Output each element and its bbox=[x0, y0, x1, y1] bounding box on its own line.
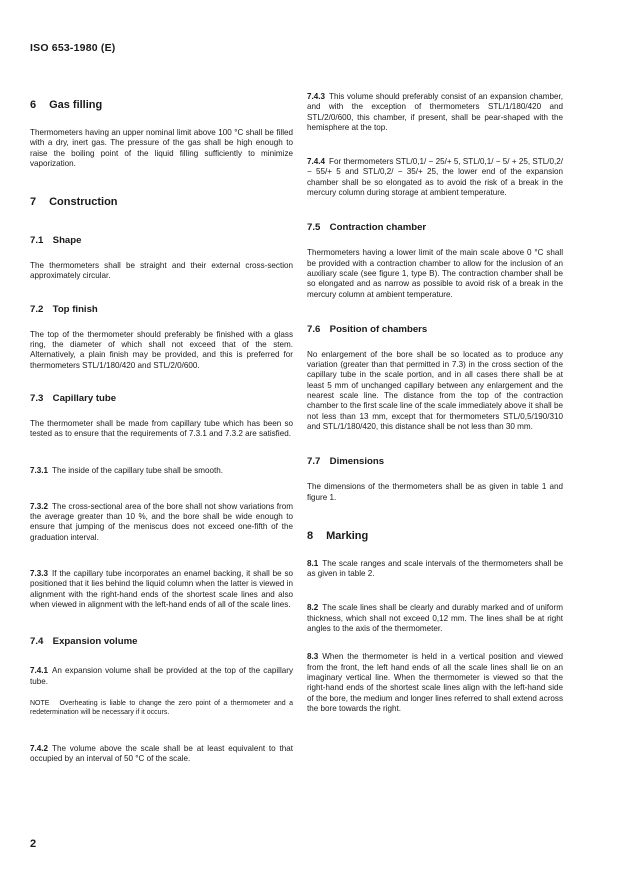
clause-title: Top finish bbox=[52, 303, 98, 315]
clause-body: The cross-sectional area of the bore shall not show variations from the average greater than 10 %, and the bore shall be wide enough to ensure that jumping of the meniscus does not exceed one-fifth of the graduation interval. bbox=[30, 501, 293, 542]
clause-number: 7.1 bbox=[30, 235, 44, 247]
clause-body: The inside of the capillary tube shall be smooth. bbox=[52, 465, 223, 475]
clause-number: 7.4 bbox=[30, 636, 44, 648]
section-number: 6 bbox=[30, 99, 37, 111]
note-body: Overheating is liable to change the zero point of a thermometer and a redetermination will be necessary if it occurs. bbox=[30, 699, 293, 717]
clause-body: This volume should preferably consist of an expansion chamber, and with the exception of thermometers STL/1/180/420 and STL/2/0/600, this chamber, if present, shall be pear-shaped with the hemisphere at the top. bbox=[307, 92, 563, 132]
standard-reference-header: ISO 653-1980 (E) bbox=[30, 42, 116, 54]
note-7-4 bbox=[30, 699, 293, 718]
clause-body: The scale lines shall be clearly and durably marked and of uniform thickness, which shall not exceed 0,12 mm. The lines shall be at right angles to the axis of the thermometer. bbox=[307, 603, 563, 634]
clause-number: 7.3.3 bbox=[30, 569, 49, 579]
clause-7-5-heading bbox=[307, 222, 563, 234]
clause-7-4-2-text bbox=[30, 744, 293, 765]
clause-number: 7.3.1 bbox=[30, 465, 49, 475]
section-title: Marking bbox=[326, 529, 369, 542]
clause-body: For thermometers STL/0,1/ − 25/+ 5, STL/0,1/ − 5/ + 25, STL/0,2/ − 55/+ 5 and STL/0,2/ − 35/+ 25, the lower end of the expansion chamber shall be so elongated as to avoid the risk of a break in the mercury column during storage at ambient temperature. bbox=[307, 157, 563, 198]
clause-7-3-3-text bbox=[30, 569, 293, 610]
clause-7-2-text: The top of the thermometer should preferably be finished with a glass ring, the diameter of which shall not exceed that of the stem. Alternatively, a plain finish may be provided, and this is preferred for thermometers STL/1/180/420 and STL/2/0/600. bbox=[30, 329, 293, 370]
clause-number: 7.4.1 bbox=[30, 666, 49, 676]
clause-number: 8.3 bbox=[307, 652, 319, 662]
clause-body: The volume above the scale shall be at least equivalent to that occupied by an interval of 50 °C of the scale. bbox=[30, 743, 293, 763]
left-column bbox=[30, 92, 293, 764]
clause-number: 8.2 bbox=[307, 603, 319, 613]
clause-7-4-heading bbox=[30, 636, 293, 648]
section-8-heading bbox=[307, 529, 563, 543]
clause-7-4-4-text bbox=[307, 157, 563, 198]
section-title: Construction bbox=[49, 196, 118, 209]
clause-7-4-3-text bbox=[307, 92, 563, 133]
clause-7-2-heading bbox=[30, 304, 293, 316]
clause-body: An expansion volume shall be provided at the top of the capillary tube. bbox=[30, 666, 293, 686]
clause-title: Dimensions bbox=[329, 456, 385, 468]
clause-7-5-text: Thermometers having a lower limit of the main scale above 0 °C shall be provided with a contraction chamber to allow for the inclusion of an auxiliary scale (see figure 1, type B). The contraction chamber shall be so elongated and as narrow as possible to avoid risk of a break in the mercury column at ambient temperature. bbox=[307, 248, 563, 299]
clause-8-3-text bbox=[307, 652, 563, 714]
clause-title: Position of chambers bbox=[329, 323, 428, 335]
clause-title: Contraction chamber bbox=[329, 222, 427, 234]
clause-title: Shape bbox=[52, 235, 82, 247]
clause-number: 7.2 bbox=[30, 303, 44, 315]
clause-7-4-1-text bbox=[30, 666, 293, 687]
clause-7-3-heading bbox=[30, 393, 293, 405]
clause-number: 8.1 bbox=[307, 558, 319, 568]
clause-number: 7.5 bbox=[307, 222, 321, 234]
clause-7-1-text: The thermometers shall be straight and their external cross-section approximately circular. bbox=[30, 261, 293, 281]
clause-7-3-2-text bbox=[30, 502, 293, 543]
clause-number: 7.6 bbox=[307, 323, 321, 335]
page-number: 2 bbox=[30, 838, 37, 850]
clause-body: The scale ranges and scale intervals of the thermometers shall be as given in table 2. bbox=[307, 558, 563, 579]
clause-7-1-heading bbox=[30, 235, 293, 247]
clause-title: Expansion volume bbox=[52, 636, 138, 648]
note-label: NOTE bbox=[30, 699, 50, 707]
clause-body: When the thermometer is held in a vertical position and viewed from the front, the left hand ends of all the scale lines shall lie on an imaginary vertical line. When the thermometer is viewed so that the right-hand ends of the shortest scale lines align with the left-hand side of the bore, the medium and longer lines referred to shall extend across the bore towards the right. bbox=[307, 652, 563, 713]
clause-7-3-text: The thermometer shall be made from capillary tube which has been so tested as to ensure that the requirements of 7.3.1 and 7.3.2 are satisfied. bbox=[30, 418, 293, 439]
clause-number: 7.7 bbox=[307, 456, 321, 468]
right-column bbox=[307, 92, 563, 714]
clause-number: 7.4.3 bbox=[307, 92, 326, 101]
clause-7-7-text: The dimensions of the thermometers shall be as given in table 1 and figure 1. bbox=[307, 482, 563, 502]
section-6-heading bbox=[30, 98, 293, 112]
clause-number: 7.4.2 bbox=[30, 743, 49, 753]
section-6-text: Thermometers having an upper nominal limit above 100 °C shall be filled with a dry, inert gas. The pressure of the gas shall be high enough to raise the boiling point of the liquid filling sufficiently to minimize vaporization. bbox=[30, 128, 293, 168]
clause-number: 7.3 bbox=[30, 392, 44, 404]
clause-7-6-text: No enlargement of the bore shall be so located as to produce any variation (greater than that permitted in 7.3) in the cross section of the capillary tube in the scale portion, and in all cases there shall be at least 5 mm of unchanged capillary between any enlargement and the nearest scale line. The distance from the top of the contraction chamber to the first scale line of the scale immediately above it shall be not less than 13 mm, except that for thermometers STL/0,5/190/310 and STL/1/180/420, this distance shall be not less than 30 mm. bbox=[307, 349, 563, 431]
clause-7-6-heading bbox=[307, 324, 563, 336]
clause-number: 7.4.4 bbox=[307, 157, 326, 167]
clause-title: Capillary tube bbox=[52, 392, 117, 404]
clause-7-7-heading bbox=[307, 456, 563, 468]
clause-body: If the capillary tube incorporates an enamel backing, it shall be so positioned that it lies behind the liquid column when the latter is viewed in alignment with the right-hand ends of the shortest scale lines and also when viewed in alignment with the left-hand ends of all of the scale lines. bbox=[30, 569, 293, 609]
clause-8-1-text bbox=[307, 559, 563, 580]
clause-number: 7.3.2 bbox=[30, 501, 49, 511]
section-title: Gas filling bbox=[49, 99, 103, 111]
clause-8-2-text bbox=[307, 603, 563, 634]
section-number: 7 bbox=[30, 196, 37, 209]
section-7-heading bbox=[30, 195, 293, 209]
clause-7-3-1-text bbox=[30, 466, 293, 476]
section-number: 8 bbox=[307, 529, 314, 542]
